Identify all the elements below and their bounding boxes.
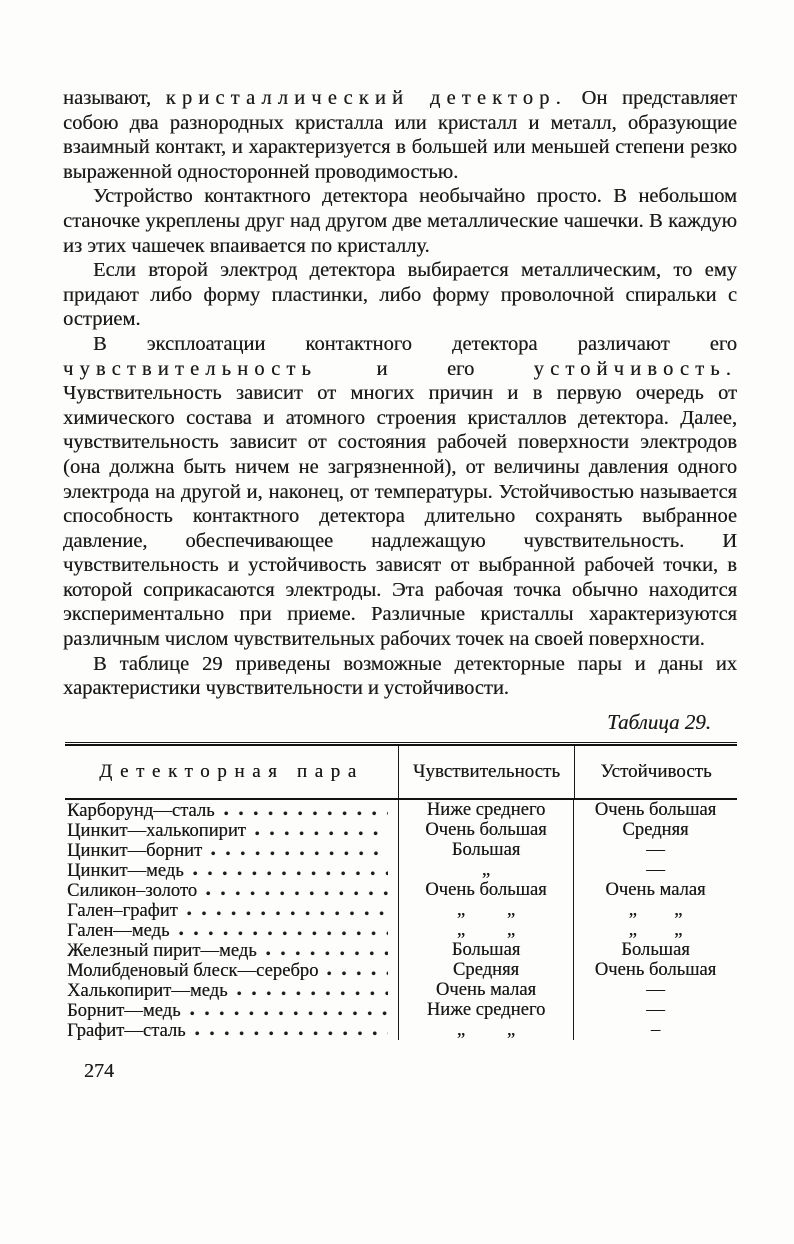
emphasized-term: чувствительность: [63, 357, 318, 380]
table-row: [65, 920, 737, 940]
pair-name: Цинкит—халькопирит: [67, 820, 246, 842]
paragraph-text: Чувствительность зависит от многих причин и в первую очередь от химического состава и атомного строения кристаллов детектора. Далее, чувствительность зависит от состояния рабочей поверхности электродов (она должна быть ничем не загрязненной), от величины давления одного электрода на другой и, наконец, от температуры. Устойчивостью называется способность контактного детектора длительно сохранять выбранное давление, обеспечивающее надлежащую чувствительность. И чувствительность и устойчивость зависят от выбранной рабочей точки, в которой соприкасаются электроды. Эта рабочая точка обычно находится экспериментально при приеме. Различные кристаллы характеризуются различным числом чувствительных рабочих точек на своей поверхности.: [63, 382, 737, 651]
stability-cell: Большая: [573, 940, 737, 960]
pair-name: Силикон–золото: [67, 880, 198, 902]
detector-pairs-table: [65, 742, 737, 1045]
sensitivity-cell: Очень большая: [398, 820, 573, 840]
table-row: [65, 1000, 737, 1020]
stability-cell: –: [573, 1020, 737, 1040]
pair-cell: [65, 900, 398, 920]
column-header-stability: Устойчивость: [574, 746, 737, 798]
paragraph-3: Если второй электрод детектора выбирается металлическим, то ему придают либо форму пластинки, либо форму проволочной спиральки с острием.: [63, 259, 737, 331]
page-number: 274: [84, 1060, 114, 1083]
stability-cell: „ „: [573, 900, 737, 920]
table-row: [65, 880, 737, 900]
paragraph-text: и его: [317, 357, 534, 380]
pair-name: Железный пирит—медь: [67, 940, 257, 962]
table-row: [65, 960, 737, 980]
stability-cell: —: [573, 980, 737, 1000]
dot-leader: [187, 902, 388, 916]
table-row: [65, 840, 737, 860]
dot-leader: [266, 942, 388, 956]
stability-cell: „ „: [573, 920, 737, 940]
pair-cell: [65, 940, 398, 960]
dot-leader: [193, 862, 388, 876]
paragraph-2: Устройство контактного детектора необычайно просто. В небольшом станочке укреплены друг над другом две металлические чашечки. В каждую из этих чашечек впаивается по кристаллу.: [63, 185, 737, 257]
pair-name: Халькопирит—медь: [67, 980, 228, 1002]
sensitivity-cell: Большая: [398, 940, 573, 960]
pair-name: Цинкит—борнит: [67, 840, 203, 862]
pair-cell: [65, 840, 398, 860]
dot-leader: [327, 962, 388, 976]
sensitivity-cell: Очень большая: [398, 880, 573, 900]
pair-name: Цинкит—медь: [67, 860, 184, 882]
dot-leader: [179, 922, 389, 936]
pair-name: Гален—медь: [67, 920, 170, 942]
table-row: [65, 860, 737, 880]
pair-cell: [65, 980, 398, 1000]
pair-cell: [65, 1000, 398, 1020]
pair-cell: [65, 800, 398, 820]
sensitivity-cell: „ „: [398, 900, 573, 920]
stability-cell: Средняя: [573, 820, 737, 840]
pair-name: Борнит—медь: [67, 1000, 181, 1022]
dot-leader: [224, 802, 388, 816]
table-row: [65, 940, 737, 960]
column-header-pair: Детекторная пара: [99, 761, 364, 783]
table-header-row: [65, 746, 737, 798]
paragraph-text: называют,: [63, 87, 166, 109]
pair-name: Гален–графит: [67, 900, 178, 922]
sensitivity-cell: Очень малая: [398, 980, 573, 1000]
paragraph-text: Он представляет собою два разнородных кристалла или кристалл и металл, образующие взаимный контакт, и характеризуется в большей или меньшей степени резко выраженной односторонней проводимостью.: [63, 87, 737, 183]
stability-cell: Очень большая: [573, 800, 737, 820]
sensitivity-cell: „: [398, 860, 573, 880]
pair-name: Графит—сталь: [67, 1020, 186, 1042]
paragraph-1: [63, 86, 737, 184]
table-row: [65, 900, 737, 920]
dot-leader: [211, 842, 388, 856]
sensitivity-cell: „ „: [398, 920, 573, 940]
stability-cell: Очень большая: [573, 960, 737, 980]
pair-cell: [65, 920, 398, 940]
pair-cell: [65, 880, 398, 900]
pair-cell: [65, 960, 398, 980]
sensitivity-cell: Ниже среднего: [398, 800, 573, 820]
sensitivity-cell: Средняя: [398, 960, 573, 980]
pair-cell: [65, 1020, 398, 1040]
table-row: [65, 820, 737, 840]
dot-leader: [206, 882, 388, 896]
table-row: [65, 800, 737, 820]
stability-cell: —: [573, 1000, 737, 1020]
paragraph-text: В эксплоатации контактного детектора различают его: [93, 332, 737, 355]
dot-leader: [237, 982, 388, 996]
table-caption: Таблица 29.: [607, 709, 711, 734]
pair-name: Карборунд—сталь: [67, 800, 215, 822]
pair-name: Молибденовый блеск—серебро: [67, 960, 319, 982]
dot-leader: [190, 1002, 388, 1016]
dot-leader: [255, 822, 388, 836]
pair-cell: [65, 860, 398, 880]
stability-cell: —: [573, 840, 737, 860]
pair-cell: [65, 820, 398, 840]
emphasized-term: кристаллический детектор.: [165, 87, 567, 109]
sensitivity-cell: Ниже среднего: [398, 1000, 573, 1020]
stability-cell: Очень малая: [573, 880, 737, 900]
paragraph-5: В таблице 29 приведены возможные детекторные пары и даны их характеристики чувствительности и устойчивости.: [63, 652, 737, 700]
stability-cell: —: [573, 860, 737, 880]
dot-leader: [195, 1022, 388, 1036]
emphasized-term: устойчивость.: [533, 357, 737, 380]
sensitivity-cell: „ „: [398, 1020, 573, 1040]
paragraph-4: [63, 332, 737, 652]
table-row: [65, 1020, 737, 1040]
sensitivity-cell: Большая: [398, 840, 573, 860]
table-row: [65, 980, 737, 1000]
table-body: [65, 800, 737, 1044]
column-header-sensitivity: Чувствительность: [398, 746, 574, 798]
